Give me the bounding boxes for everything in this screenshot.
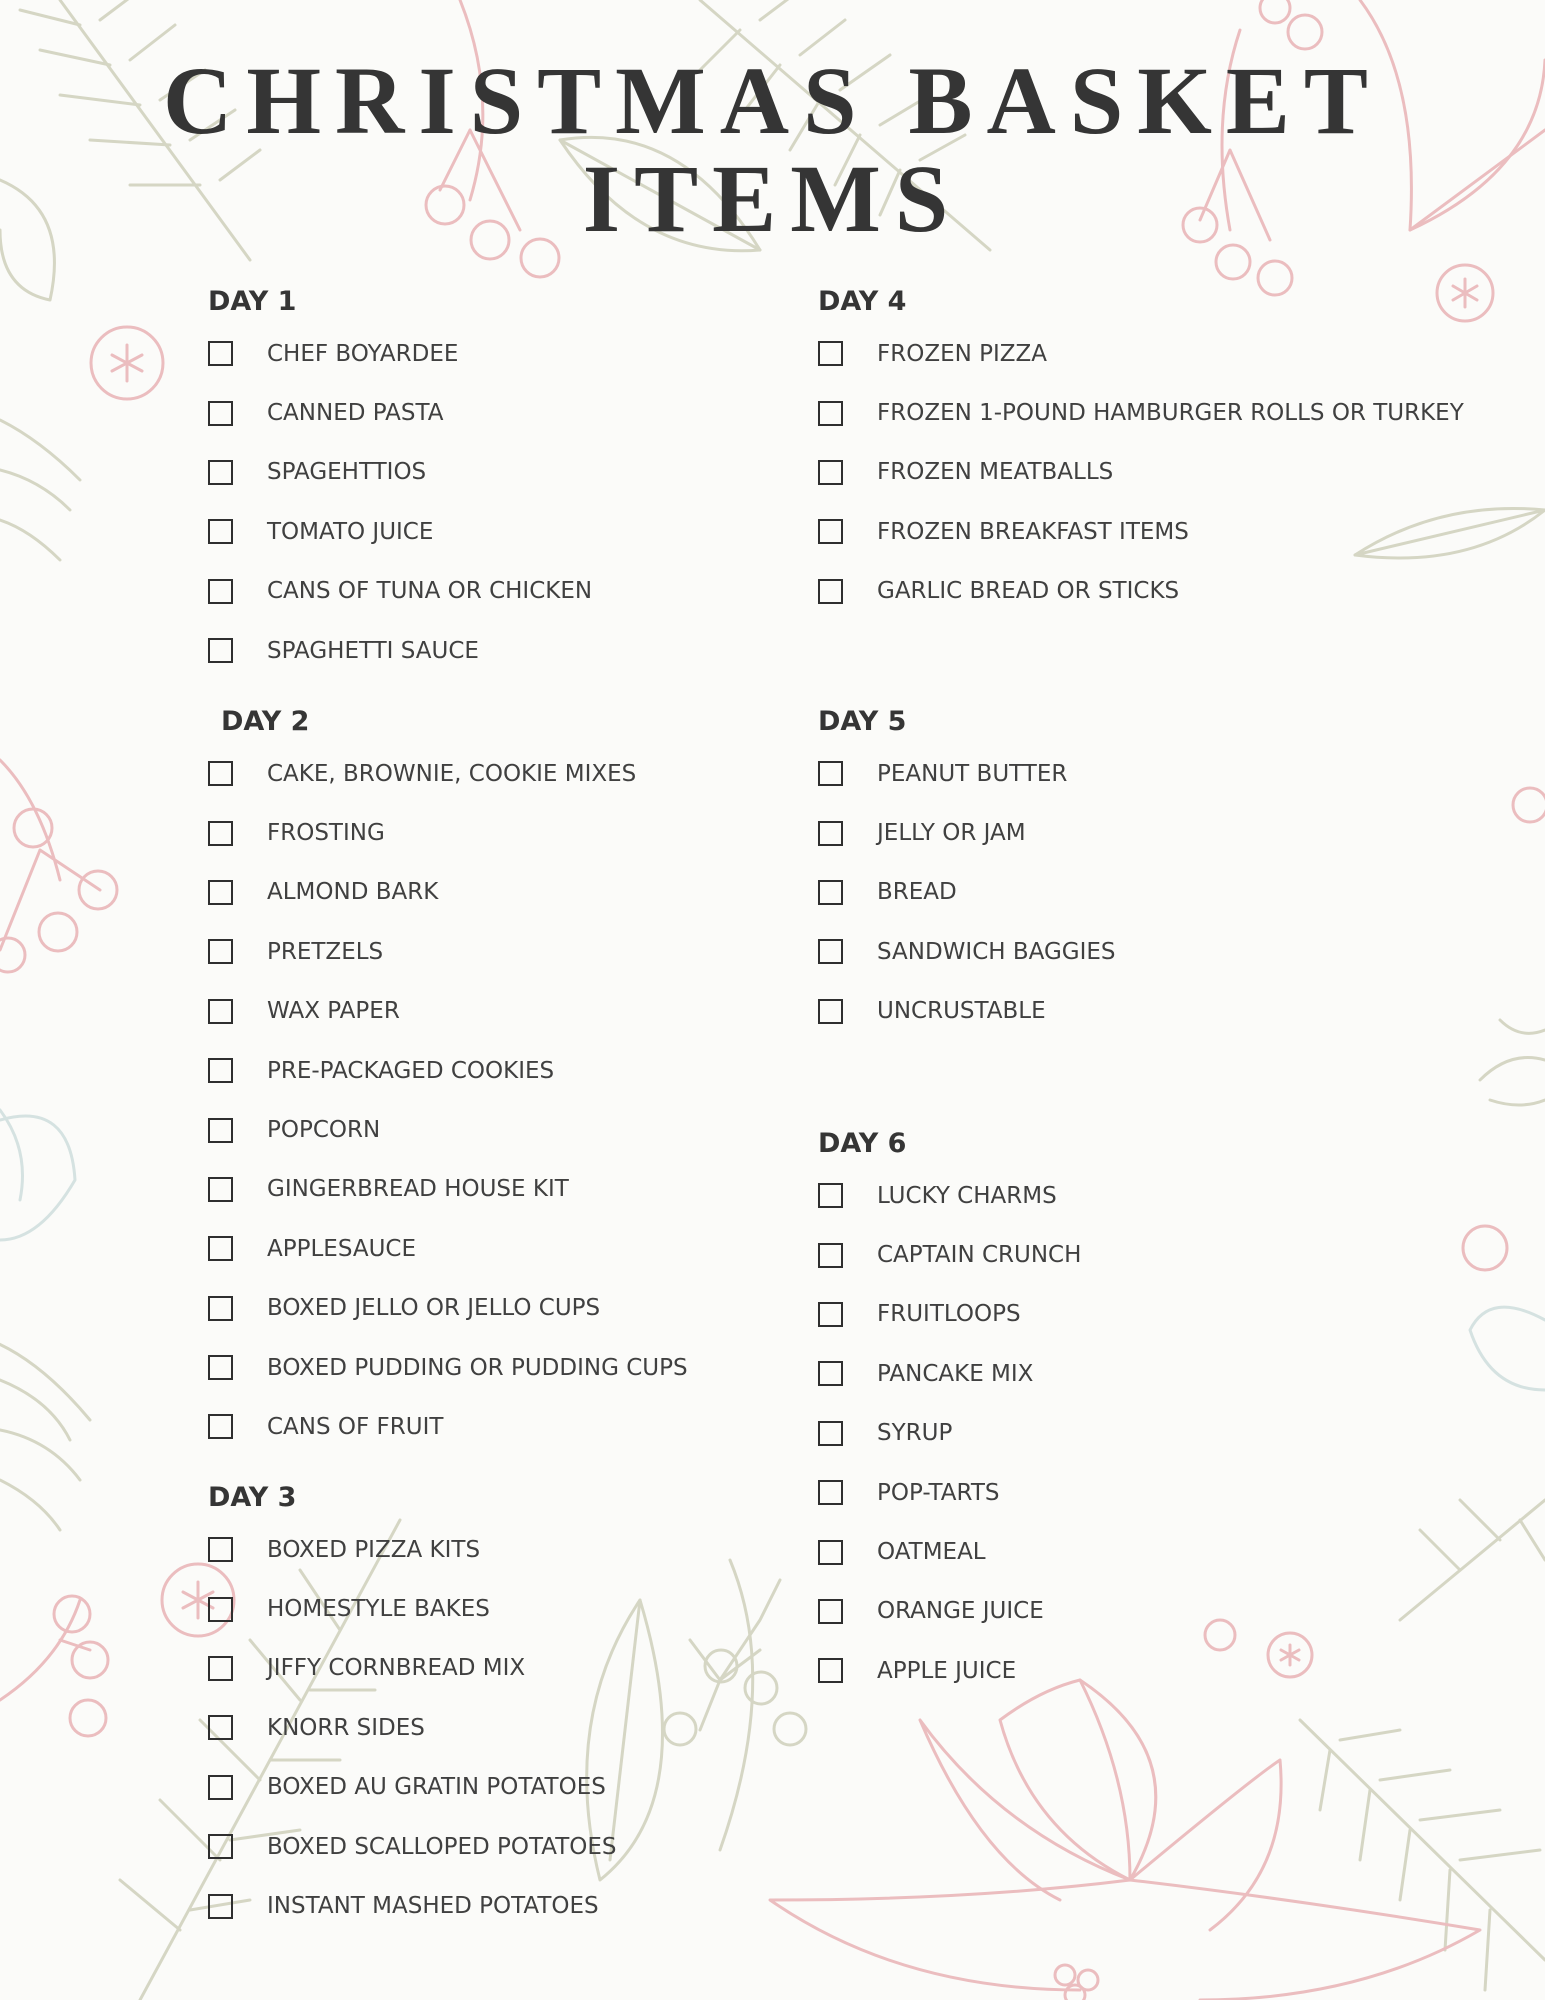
list-item	[818, 383, 1464, 442]
item-label: CAKE, BROWNIE, COOKIE MIXES	[267, 760, 637, 787]
checkbox[interactable]	[208, 1058, 233, 1083]
checkbox[interactable]	[818, 1302, 843, 1327]
checkbox[interactable]	[208, 638, 233, 663]
item-label: PRE-PACKAGED COOKIES	[267, 1057, 555, 1084]
item-label: PRETZELS	[267, 938, 384, 965]
checkbox[interactable]	[208, 999, 233, 1024]
checkbox[interactable]	[208, 341, 233, 366]
list-item	[818, 1582, 1081, 1641]
checkbox[interactable]	[208, 939, 233, 964]
item-label: UNCRUSTABLE	[877, 998, 1046, 1025]
item-label: CANNED PASTA	[267, 400, 444, 427]
list-item	[818, 1225, 1081, 1284]
list-item	[818, 1522, 1081, 1581]
list-item	[208, 922, 688, 981]
list-item	[818, 443, 1464, 502]
list-item	[208, 1160, 688, 1219]
list-item	[208, 744, 688, 803]
checkbox[interactable]	[208, 1177, 233, 1202]
checkbox[interactable]	[208, 460, 233, 485]
checkbox[interactable]	[818, 579, 843, 604]
list-item	[818, 1166, 1081, 1225]
item-label: SANDWICH BAGGIES	[877, 938, 1116, 965]
checkbox[interactable]	[208, 821, 233, 846]
day-4-section	[818, 280, 1464, 621]
list-item	[208, 803, 688, 862]
checkbox[interactable]	[818, 939, 843, 964]
item-label: APPLESAUCE	[267, 1235, 417, 1262]
page-title	[0, 47, 1545, 252]
checkbox[interactable]	[818, 821, 843, 846]
checkbox[interactable]	[818, 761, 843, 786]
item-label: KNORR SIDES	[267, 1714, 425, 1741]
item-label: POP-TARTS	[877, 1479, 1000, 1506]
item-label: GINGERBREAD HOUSE KIT	[267, 1176, 569, 1203]
item-label: SPAGHETTI SAUCE	[267, 637, 479, 664]
day-heading: DAY 2	[221, 706, 310, 737]
checkbox[interactable]	[208, 401, 233, 426]
list-item	[818, 803, 1116, 862]
checkbox[interactable]	[208, 1296, 233, 1321]
item-label: FRUITLOOPS	[877, 1301, 1021, 1328]
item-label: LUCKY CHARMS	[877, 1182, 1057, 1209]
day-heading: DAY 1	[208, 286, 297, 317]
day-3-section	[208, 1476, 617, 1936]
list-item	[818, 1463, 1081, 1522]
item-label: JIFFY CORNBREAD MIX	[267, 1655, 526, 1682]
list-item	[208, 443, 592, 502]
checkbox[interactable]	[208, 1236, 233, 1261]
item-label: INSTANT MASHED POTATOES	[267, 1893, 599, 1920]
checkbox[interactable]	[208, 1597, 233, 1622]
day-heading: DAY 5	[818, 706, 907, 737]
item-label: ORANGE JUICE	[877, 1598, 1044, 1625]
item-label: PEANUT BUTTER	[877, 760, 1068, 787]
checkbox[interactable]	[818, 1599, 843, 1624]
checkbox[interactable]	[208, 519, 233, 544]
day-heading: DAY 3	[208, 1482, 297, 1513]
list-item	[208, 982, 688, 1041]
item-label: GARLIC BREAD OR STICKS	[877, 578, 1180, 605]
day-6-section	[818, 1122, 1081, 1701]
item-label: BOXED PIZZA KITS	[267, 1536, 481, 1563]
item-label: APPLE JUICE	[877, 1657, 1017, 1684]
item-label: OATMEAL	[877, 1539, 986, 1566]
checkbox[interactable]	[208, 880, 233, 905]
list-item	[208, 383, 592, 442]
checkbox[interactable]	[208, 761, 233, 786]
item-label: BOXED JELLO OR JELLO CUPS	[267, 1295, 601, 1322]
list-item	[818, 1404, 1081, 1463]
day-2-section	[208, 700, 688, 1457]
checkbox[interactable]	[208, 1118, 233, 1143]
list-item	[208, 1338, 688, 1397]
item-label: SPAGEHTTIOS	[267, 459, 427, 486]
item-label: BOXED SCALLOPED POTATOES	[267, 1833, 617, 1860]
item-label: BOXED AU GRATIN POTATOES	[267, 1774, 606, 1801]
day-5-section	[818, 700, 1116, 1041]
list-item	[818, 863, 1116, 922]
list-item	[208, 1639, 617, 1698]
day-1-section	[208, 280, 592, 680]
list-item	[818, 744, 1116, 803]
item-label: FROZEN MEATBALLS	[877, 459, 1114, 486]
list-item	[208, 502, 592, 561]
checkbox[interactable]	[818, 401, 843, 426]
list-item	[208, 562, 592, 621]
checkbox[interactable]	[208, 1355, 233, 1380]
checkbox[interactable]	[818, 1243, 843, 1268]
checkbox[interactable]	[818, 999, 843, 1024]
item-label: CANS OF TUNA OR CHICKEN	[267, 578, 593, 605]
title-line-1: CHRISTMAS BASKET	[163, 47, 1382, 154]
list-item	[818, 1641, 1081, 1700]
list-item	[208, 1041, 688, 1100]
list-item	[818, 982, 1116, 1041]
day-heading: DAY 4	[818, 286, 907, 317]
item-label: FROZEN 1-POUND HAMBURGER ROLLS OR TURKEY	[877, 400, 1464, 427]
checkbox[interactable]	[208, 1537, 233, 1562]
item-label: BREAD	[877, 879, 957, 906]
checkbox[interactable]	[818, 880, 843, 905]
checkbox[interactable]	[818, 1361, 843, 1386]
list-item	[818, 922, 1116, 981]
checkbox[interactable]	[208, 1834, 233, 1859]
item-label: PANCAKE MIX	[877, 1360, 1034, 1387]
list-item	[208, 1579, 617, 1638]
list-item	[208, 863, 688, 922]
checkbox[interactable]	[818, 460, 843, 485]
checkbox[interactable]	[818, 519, 843, 544]
item-label: ALMOND BARK	[267, 879, 439, 906]
checkbox[interactable]	[208, 579, 233, 604]
checkbox[interactable]	[818, 1421, 843, 1446]
checkbox[interactable]	[208, 1715, 233, 1740]
list-item	[208, 1100, 688, 1159]
item-label: BOXED PUDDING OR PUDDING CUPS	[267, 1354, 688, 1381]
list-item	[208, 324, 592, 383]
list-item	[818, 502, 1464, 561]
checkbox[interactable]	[208, 1656, 233, 1681]
list-item	[818, 562, 1464, 621]
checkbox[interactable]	[208, 1894, 233, 1919]
item-label: SYRUP	[877, 1420, 953, 1447]
item-label: POPCORN	[267, 1117, 381, 1144]
item-label: FROSTING	[267, 820, 385, 847]
checkbox[interactable]	[208, 1414, 233, 1439]
list-item	[208, 1817, 617, 1876]
checkbox[interactable]	[818, 1183, 843, 1208]
checkbox[interactable]	[818, 1658, 843, 1683]
item-label: TOMATO JUICE	[267, 518, 434, 545]
item-label: WAX PAPER	[267, 998, 400, 1025]
checkbox[interactable]	[818, 341, 843, 366]
list-item	[818, 1344, 1081, 1403]
list-item	[208, 1876, 617, 1935]
checkbox[interactable]	[208, 1775, 233, 1800]
list-item	[208, 1219, 688, 1278]
item-label: HOMESTYLE BAKES	[267, 1596, 490, 1623]
item-label: FROZEN BREAKFAST ITEMS	[877, 518, 1189, 545]
title-line-2: ITEMS	[582, 145, 963, 252]
day-heading: DAY 6	[818, 1128, 907, 1159]
item-label: CANS OF FRUIT	[267, 1413, 444, 1440]
list-item	[208, 1698, 617, 1757]
item-label: CAPTAIN CRUNCH	[877, 1242, 1082, 1269]
list-item	[208, 1520, 617, 1579]
checkbox[interactable]	[818, 1480, 843, 1505]
list-item	[208, 621, 592, 680]
list-item	[818, 1285, 1081, 1344]
item-label: FROZEN PIZZA	[877, 340, 1048, 367]
list-item	[208, 1758, 617, 1817]
list-item	[818, 324, 1464, 383]
list-item	[208, 1279, 688, 1338]
list-item	[208, 1397, 688, 1456]
item-label: JELLY OR JAM	[877, 820, 1026, 847]
checkbox[interactable]	[818, 1540, 843, 1565]
item-label: CHEF BOYARDEE	[267, 340, 459, 367]
